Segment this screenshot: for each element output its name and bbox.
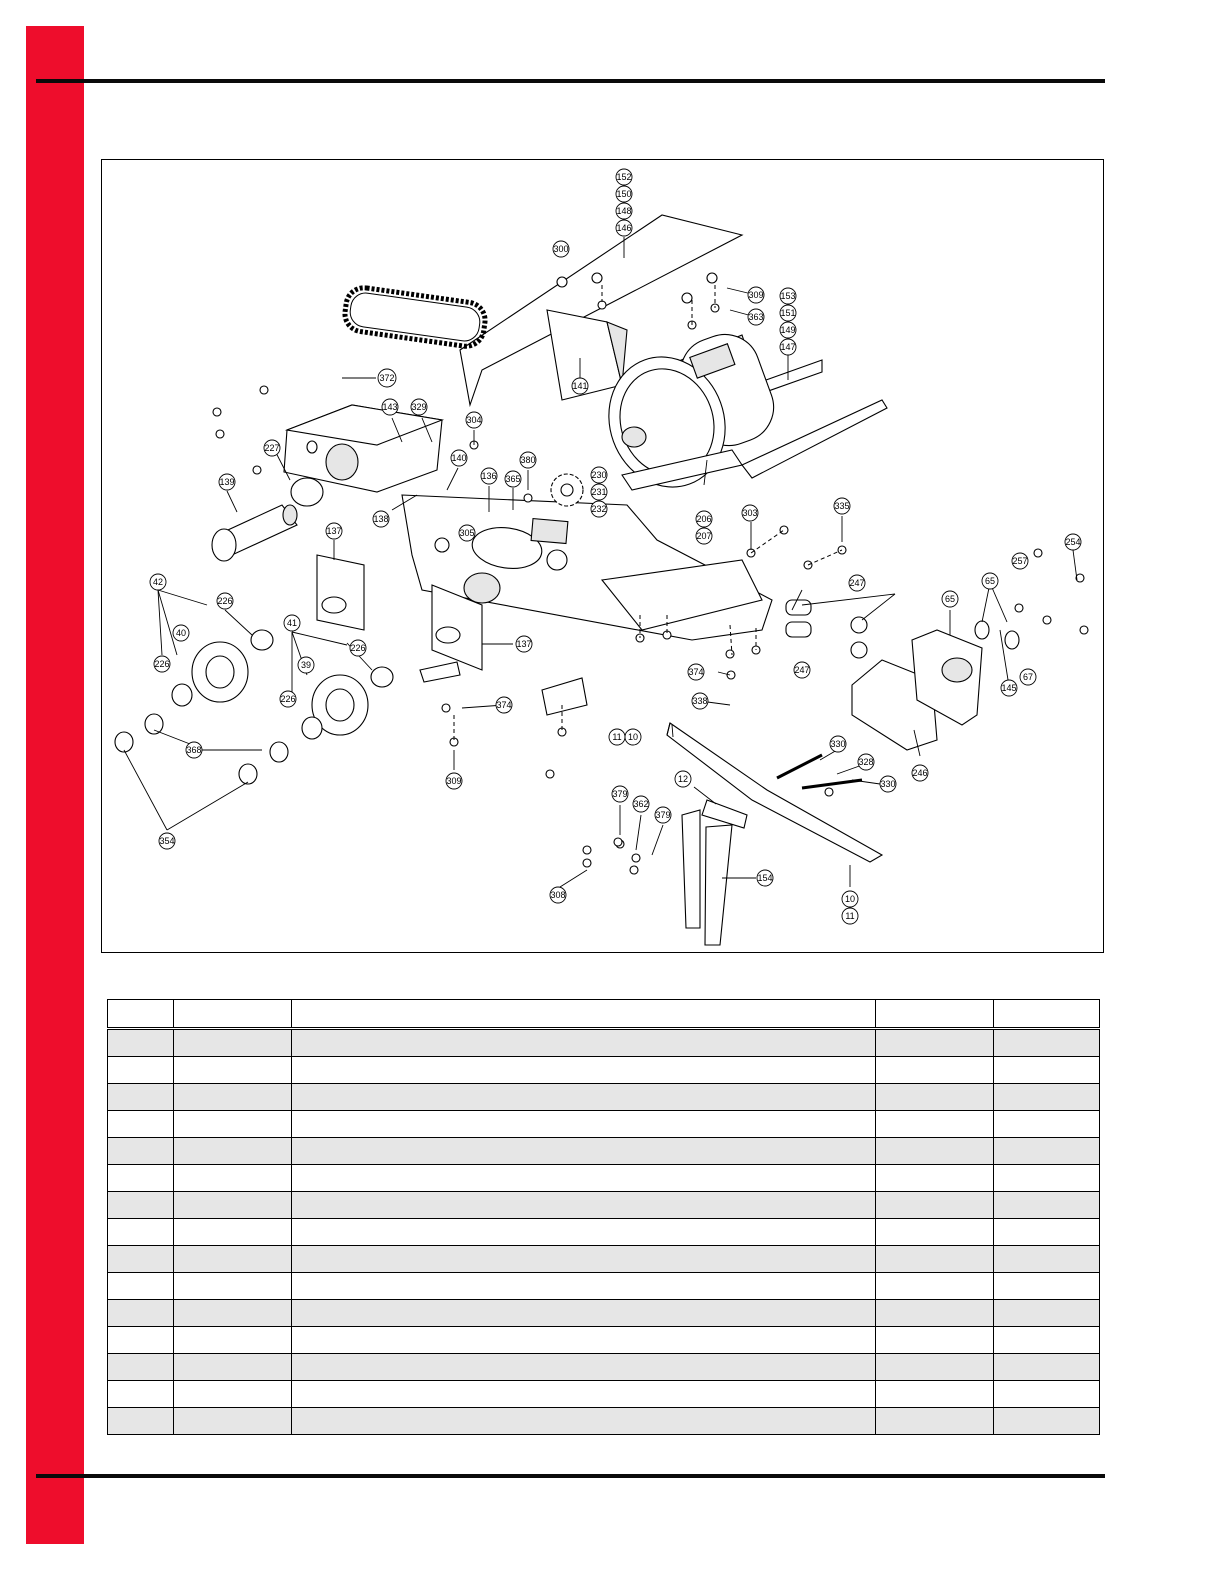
callout-143 — [382, 399, 398, 415]
header-cell — [994, 1000, 1100, 1029]
table-cell — [292, 1381, 876, 1408]
header-cell — [876, 1000, 994, 1029]
table-cell — [994, 1029, 1100, 1057]
callout-368 — [186, 742, 202, 758]
svg-text:12: 12 — [677, 774, 689, 784]
table-cell — [292, 1192, 876, 1219]
table-cell — [876, 1246, 994, 1273]
washer-368b — [270, 742, 288, 762]
table-cell — [292, 1138, 876, 1165]
callout-138 — [373, 511, 389, 527]
table-cell — [876, 1381, 994, 1408]
table-cell — [108, 1084, 174, 1111]
leg-154 — [682, 810, 700, 928]
svg-text:254: 254 — [1065, 537, 1081, 547]
header-cell — [292, 1000, 876, 1029]
table-cell — [108, 1057, 174, 1084]
table-row — [108, 1300, 1100, 1327]
drive-chain — [343, 285, 488, 348]
table-cell — [994, 1327, 1100, 1354]
table-cell — [174, 1354, 292, 1381]
svg-text:380: 380 — [520, 455, 536, 465]
table-cell — [174, 1381, 292, 1408]
table-cell — [994, 1300, 1100, 1327]
svg-text:226: 226 — [217, 596, 233, 606]
table-cell — [994, 1354, 1100, 1381]
callout-65-right — [982, 573, 998, 589]
table-cell — [174, 1165, 292, 1192]
svg-text:335: 335 — [834, 501, 850, 511]
callout-39 — [298, 657, 314, 673]
callout-136 — [481, 468, 497, 484]
callout-10-top — [625, 729, 641, 745]
diagram-drawing — [102, 160, 1103, 952]
svg-text:246: 246 — [912, 768, 928, 778]
callout-152 — [616, 169, 632, 185]
table-cell — [876, 1273, 994, 1300]
svg-text:257: 257 — [1012, 556, 1028, 566]
table-cell — [292, 1354, 876, 1381]
table-cell — [292, 1273, 876, 1300]
svg-text:368: 368 — [186, 745, 202, 755]
bearing-plate-upper — [317, 555, 364, 630]
table-cell — [108, 1111, 174, 1138]
callout-226-a — [217, 593, 233, 609]
svg-text:65: 65 — [944, 594, 956, 604]
svg-text:374: 374 — [688, 667, 704, 677]
table-cell — [292, 1408, 876, 1435]
table-cell — [292, 1084, 876, 1111]
callout-11-bottom — [842, 908, 858, 924]
callout-226-c — [350, 640, 366, 656]
svg-text:309: 309 — [446, 776, 462, 786]
svg-text:365: 365 — [505, 474, 521, 484]
callout-145 — [1001, 680, 1017, 696]
table-cell — [994, 1192, 1100, 1219]
svg-text:42: 42 — [152, 577, 164, 587]
callout-137-lower — [516, 636, 532, 652]
svg-text:309: 309 — [748, 290, 764, 300]
callout-354 — [159, 833, 175, 849]
svg-text:152: 152 — [616, 172, 632, 182]
table-cell — [108, 1408, 174, 1435]
svg-text:231: 231 — [591, 487, 607, 497]
table-cell — [876, 1111, 994, 1138]
svg-text:149: 149 — [780, 325, 796, 335]
callout-303 — [742, 505, 758, 521]
footer-rule — [36, 1474, 1105, 1478]
svg-text:338: 338 — [692, 696, 708, 706]
callout-365 — [505, 471, 521, 487]
callout-300 — [553, 241, 569, 257]
svg-text:11: 11 — [845, 911, 855, 921]
callout-379-right — [655, 807, 671, 823]
svg-text:67: 67 — [1022, 672, 1034, 682]
callout-206 — [696, 511, 712, 527]
svg-text:300: 300 — [553, 244, 569, 254]
svg-text:379: 379 — [655, 810, 671, 820]
table-cell — [876, 1057, 994, 1084]
callout-246 — [912, 765, 928, 781]
svg-text:247: 247 — [794, 665, 810, 675]
table-cell — [174, 1192, 292, 1219]
svg-text:247: 247 — [849, 578, 865, 588]
svg-text:304: 304 — [466, 415, 482, 425]
svg-text:226: 226 — [280, 694, 296, 704]
table-cell — [174, 1057, 292, 1084]
table-cell — [174, 1327, 292, 1354]
callout-330-top — [830, 736, 846, 752]
svg-text:147: 147 — [780, 342, 796, 352]
callout-226-d — [280, 691, 296, 707]
table-cell — [876, 1029, 994, 1057]
table-cell — [876, 1219, 994, 1246]
callout-154 — [757, 870, 773, 886]
callout-41 — [284, 615, 300, 631]
table-cell — [292, 1327, 876, 1354]
svg-text:137: 137 — [326, 526, 342, 536]
table-row — [108, 1381, 1100, 1408]
table-cell — [108, 1192, 174, 1219]
table-cell — [994, 1057, 1100, 1084]
callout-226-b — [154, 656, 170, 672]
table-cell — [174, 1029, 292, 1057]
callout-363 — [748, 309, 764, 325]
header-rule — [36, 79, 1105, 83]
table-row — [108, 1273, 1100, 1300]
table-cell — [994, 1165, 1100, 1192]
svg-text:206: 206 — [696, 514, 712, 524]
callout-380 — [520, 452, 536, 468]
bracket — [542, 678, 587, 715]
callout-247-upper — [849, 575, 865, 591]
callout-379-left — [612, 786, 628, 802]
table-cell — [876, 1300, 994, 1327]
table-row — [108, 1138, 1100, 1165]
table-cell — [174, 1219, 292, 1246]
svg-text:150: 150 — [616, 189, 632, 199]
callout-230 — [591, 467, 607, 483]
table-cell — [174, 1138, 292, 1165]
table-cell — [994, 1138, 1100, 1165]
callout-147 — [780, 339, 796, 355]
svg-text:138: 138 — [373, 514, 389, 524]
svg-text:146: 146 — [616, 223, 632, 233]
svg-text:372: 372 — [379, 373, 395, 383]
coupler-lower — [786, 622, 811, 637]
table-row — [108, 1327, 1100, 1354]
callout-149 — [780, 322, 796, 338]
table-body — [108, 1029, 1100, 1435]
pulley-40 — [192, 642, 248, 702]
table-cell — [108, 1138, 174, 1165]
svg-text:374: 374 — [496, 700, 512, 710]
callout-11-top — [609, 729, 625, 745]
header-cell — [174, 1000, 292, 1029]
table-cell — [292, 1111, 876, 1138]
callout-140 — [451, 450, 467, 466]
callout-42 — [150, 574, 166, 590]
table-cell — [292, 1246, 876, 1273]
table-cell — [108, 1165, 174, 1192]
table-row — [108, 1111, 1100, 1138]
table-row — [108, 1029, 1100, 1057]
table-cell — [292, 1300, 876, 1327]
svg-text:354: 354 — [159, 836, 175, 846]
callout-304 — [466, 412, 482, 428]
callout-308 — [550, 887, 566, 903]
callout-329 — [411, 399, 427, 415]
table-cell — [108, 1354, 174, 1381]
table-cell — [876, 1354, 994, 1381]
callout-309 — [748, 287, 764, 303]
callout-372 — [378, 369, 396, 387]
callout-335 — [834, 498, 850, 514]
callout-65-left — [942, 591, 958, 607]
table-cell — [876, 1165, 994, 1192]
callout-305 — [459, 525, 475, 541]
svg-text:363: 363 — [748, 312, 764, 322]
callout-257 — [1012, 553, 1028, 569]
callout-12 — [675, 771, 691, 787]
callout-328 — [858, 754, 874, 770]
table-cell — [108, 1246, 174, 1273]
washer-368a — [145, 714, 163, 734]
table-cell — [994, 1084, 1100, 1111]
svg-text:65: 65 — [984, 576, 996, 586]
parts-list-table — [107, 999, 1100, 1435]
table-row — [108, 1408, 1100, 1435]
table-cell — [292, 1165, 876, 1192]
callout-207 — [696, 528, 712, 544]
table-cell — [108, 1273, 174, 1300]
table-cell — [292, 1029, 876, 1057]
svg-text:227: 227 — [264, 443, 280, 453]
svg-text:143: 143 — [382, 402, 398, 412]
callout-141 — [572, 378, 588, 394]
table-cell — [994, 1408, 1100, 1435]
table-cell — [292, 1219, 876, 1246]
callout-330-bottom — [880, 776, 896, 792]
header-cell — [108, 1000, 174, 1029]
red-side-tab — [26, 26, 84, 1544]
svg-text:39: 39 — [300, 660, 312, 670]
svg-text:137: 137 — [516, 639, 532, 649]
table-cell — [174, 1084, 292, 1111]
callout-148 — [616, 203, 632, 219]
table-row — [108, 1219, 1100, 1246]
table-cell — [174, 1246, 292, 1273]
table-row — [108, 1057, 1100, 1084]
callout-146 — [616, 220, 632, 236]
table-row — [108, 1246, 1100, 1273]
callout-374-a — [688, 664, 704, 680]
svg-text:232: 232 — [591, 504, 607, 514]
callout-153 — [780, 288, 796, 304]
table-cell — [174, 1300, 292, 1327]
table-cell — [994, 1273, 1100, 1300]
svg-text:330: 330 — [830, 739, 846, 749]
svg-text:40: 40 — [175, 628, 187, 638]
svg-text:328: 328 — [858, 757, 874, 767]
table-cell — [876, 1138, 994, 1165]
table-cell — [994, 1246, 1100, 1273]
callout-151 — [780, 305, 796, 321]
svg-text:141: 141 — [572, 381, 588, 391]
svg-text:148: 148 — [616, 206, 632, 216]
svg-text:303: 303 — [742, 508, 758, 518]
svg-text:153: 153 — [780, 291, 796, 301]
table-cell — [876, 1084, 994, 1111]
svg-text:145: 145 — [1001, 683, 1017, 693]
svg-text:305: 305 — [459, 528, 475, 538]
svg-text:362: 362 — [633, 799, 649, 809]
table-cell — [994, 1219, 1100, 1246]
callout-362 — [633, 796, 649, 812]
svg-text:379: 379 — [612, 789, 628, 799]
callout-374-b — [496, 697, 512, 713]
input-shaft — [212, 505, 297, 561]
svg-text:207: 207 — [696, 531, 712, 541]
bearing-227 — [291, 478, 323, 506]
table-cell — [108, 1300, 174, 1327]
svg-text:151: 151 — [780, 308, 796, 318]
svg-text:230: 230 — [591, 470, 607, 480]
callout-40 — [173, 625, 189, 641]
washer-354b — [239, 764, 257, 784]
table-cell — [876, 1327, 994, 1354]
callout-139 — [219, 474, 235, 490]
callout-67 — [1020, 669, 1036, 685]
callout-150 — [616, 186, 632, 202]
svg-text:140: 140 — [451, 453, 467, 463]
callout-309-lower — [446, 773, 462, 789]
coupler-upper — [786, 600, 811, 615]
table-cell — [876, 1408, 994, 1435]
svg-text:308: 308 — [550, 890, 566, 900]
callout-338 — [692, 693, 708, 709]
svg-text:330: 330 — [880, 779, 896, 789]
callout-227 — [264, 440, 280, 456]
svg-text:154: 154 — [757, 873, 773, 883]
svg-text:226: 226 — [350, 643, 366, 653]
table-row — [108, 1354, 1100, 1381]
svg-text:226: 226 — [154, 659, 170, 669]
exploded-parts-diagram — [101, 159, 1104, 953]
svg-text:136: 136 — [481, 471, 497, 481]
svg-text:329: 329 — [411, 402, 427, 412]
callout-254 — [1065, 534, 1081, 550]
table-cell — [174, 1273, 292, 1300]
table-row — [108, 1192, 1100, 1219]
table-cell — [876, 1192, 994, 1219]
leg-plate-12 — [702, 800, 747, 828]
table-cell — [994, 1111, 1100, 1138]
svg-text:10: 10 — [844, 894, 856, 904]
callout-247-lower — [794, 662, 810, 678]
callout-10-bottom — [842, 891, 858, 907]
table-cell — [108, 1219, 174, 1246]
table-cell — [994, 1381, 1100, 1408]
washer-354a — [115, 732, 133, 752]
table-header-row — [108, 1000, 1100, 1029]
svg-text:41: 41 — [286, 618, 298, 628]
table-row — [108, 1084, 1100, 1111]
table-cell — [174, 1408, 292, 1435]
svg-text:10: 10 — [627, 732, 639, 742]
table-row — [108, 1165, 1100, 1192]
table-cell — [108, 1029, 174, 1057]
callout-232 — [591, 501, 607, 517]
table-cell — [292, 1057, 876, 1084]
table-cell — [174, 1111, 292, 1138]
svg-text:139: 139 — [219, 477, 235, 487]
svg-text:11: 11 — [612, 732, 622, 742]
table-cell — [108, 1327, 174, 1354]
table-cell — [108, 1381, 174, 1408]
callout-231 — [591, 484, 607, 500]
callout-137-upper — [326, 523, 342, 539]
